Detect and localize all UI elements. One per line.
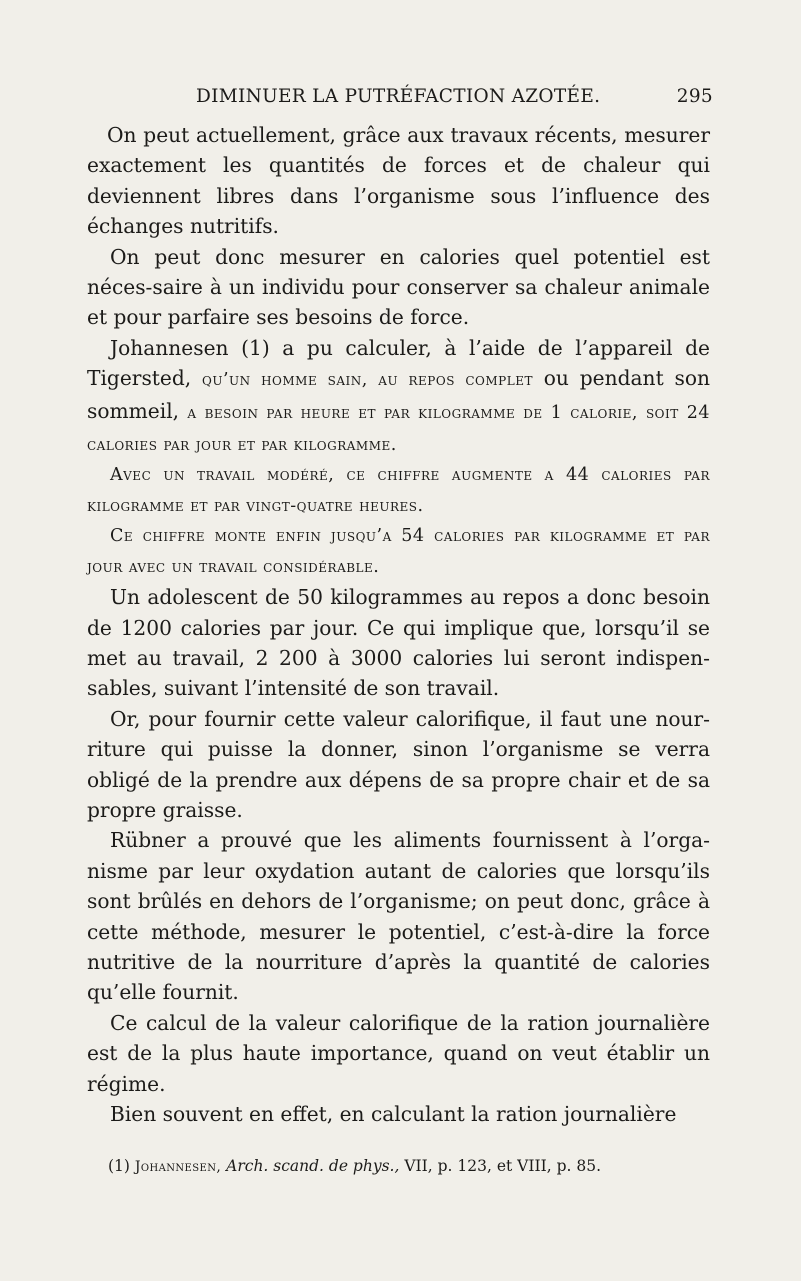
footnote-marker: (1) [108,1157,130,1175]
body-text [87,120,710,1129]
footnote-author: Johannesen, [134,1159,222,1175]
paragraph-3-start: Johannesen (1) a pu calculer, à l’aide de l’appareil de Tigersted, [87,335,710,391]
paragraph-8: Rübner a prouvé que les aliments fournissent à l’orga-nisme par leur oxydation autant de calories que lorsqu’ils sont brûlés en dehors de l’organisme; on peut donc, grâce à cette méthode, mesurer le potentiel, c’est-à-dire la force nutritive de la nourriture d’après la quantité de calories qu’elle fournit. [87,828,710,1005]
paragraph-6: Un adolescent de 50 kilogrammes au repos a donc besoin de 1200 calories par jour. Ce qui implique que, lorsqu’il se met au travail, 2 200 à 3000 calories lui seront indispen-sables, suivant l’intensité de son travail. [87,585,710,701]
paragraph-2: On peut donc mesurer en calories quel potentiel est néces-saire à un individu pour conserver sa chaleur animale et pour parfaire ses besoins de force. [87,244,710,330]
paragraph-10: Bien souvent en effet, en calculant la ration journalière [110,1102,677,1126]
paragraph-3 [87,333,710,461]
paragraph-3-smallcaps-2: a besoin par heure et par kilogramme de 1 calorie, soit 24 calories par jour et par kilogramme. [87,402,710,456]
paragraph-5: Ce chiffre monte enfin jusqu’a 54 calories par kilogramme et par jour avec un travail considérable. [87,526,710,577]
footnote [108,1156,713,1177]
paragraph-4: Avec un travail modéré, ce chiffre augmente a 44 calories par kilogramme et par vingt-quatre heures. [87,465,710,516]
paragraph-9: Ce calcul de la valeur calorifique de la ration journalière est de la plus haute importance, quand on veut établir un régime. [87,1010,710,1096]
paragraph-3-middle: ou pendant son sommeil, [87,366,710,423]
paragraph-1: On peut actuellement, grâce aux travaux récents, mesurer exactement les quantités de forces et de chaleur qui deviennent libres dans l’organisme sous l’influence des échanges nutritifs. [87,123,710,239]
paragraph-7: Or, pour fournir cette valeur calorifique, il faut une nour-riture qui puisse la donner, sinon l’organisme se verra obligé de la prendre aux dépens de sa propre chair et de sa propre graisse. [87,706,710,822]
footnote-reference: VII, p. 123, et VIII, p. 85. [404,1157,602,1175]
footnote-journal: Arch. scand. de phys., [226,1157,400,1175]
paragraph-3-smallcaps-1: qu’un homme sain, au repos complet [202,370,533,391]
running-header [196,86,713,110]
page-number: 295 [676,86,713,107]
running-title: DIMINUER LA PUTRÉFACTION AZOTÉE. [196,86,601,107]
